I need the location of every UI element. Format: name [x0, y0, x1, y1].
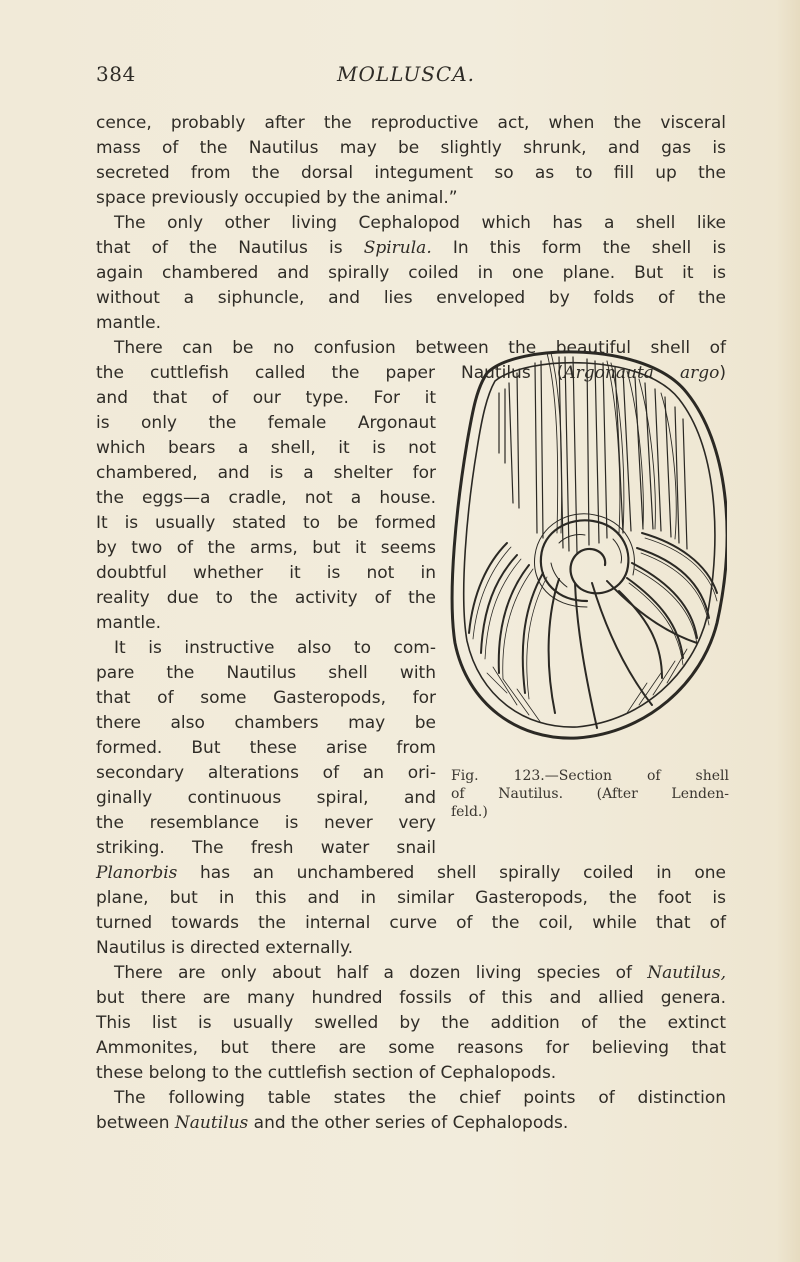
text-line: these belong to the cuttlefish section of Cephalopods.: [96, 1063, 557, 1083]
text-line: is only the female Argonaut: [96, 413, 436, 433]
text-line: doubtful whether it is not in: [96, 563, 436, 583]
text-line: Nautilus is directed externally.: [96, 938, 354, 958]
italic-term: Spirula.: [363, 238, 432, 258]
text-line: pare the Nautilus shell with: [96, 663, 436, 683]
text-line: cence, probably after the reproductive act, when the visceral: [96, 113, 726, 133]
text-line: chambered, and is a shelter for: [96, 463, 436, 483]
text-line: mantle.: [96, 613, 162, 633]
text-line: between Nautilus and the other series of Cephalopods.: [96, 1113, 569, 1133]
text-line: Planorbis has an unchambered shell spirally coiled in one: [96, 863, 726, 883]
running-head: MOLLUSCA.: [336, 62, 475, 86]
italic-term: Argonauta argo: [563, 363, 720, 383]
text-line: but there are many hundred fossils of this and allied genera.: [96, 988, 726, 1008]
text-line: It is instructive also to com-: [114, 638, 436, 658]
text-line: There can be no confusion between the beautiful shell of: [114, 338, 726, 358]
text-line: again chambered and spirally coiled in one plane. But it is: [96, 263, 726, 283]
text-line: space previously occupied by the animal.”: [96, 188, 458, 208]
italic-term: Nautilus,: [647, 963, 726, 983]
text-line: mass of the Nautilus may be slightly shrunk, and gas is: [96, 138, 726, 158]
text-line: The following table states the chief points of distinction: [114, 1088, 726, 1108]
text-line: that of some Gasteropods, for: [96, 688, 436, 708]
page-header: [96, 62, 716, 92]
text-line: turned towards the internal curve of the coil, while that of: [96, 913, 726, 933]
figure-caption-line: feld.): [451, 804, 488, 820]
text-line: secondary alterations of an ori-: [96, 763, 436, 783]
figure-caption-line: Fig. 123.—Section of shell: [451, 768, 729, 784]
text-line: secreted from the dorsal integument so as to fill up the: [96, 163, 726, 183]
text-line: This list is usually swelled by the addition of the extinct: [96, 1013, 726, 1033]
text-line: It is usually stated to be formed: [96, 513, 436, 533]
text-line: the eggs—a cradle, not a house.: [96, 488, 436, 508]
italic-term: Planorbis: [96, 863, 178, 883]
text-line: The only other living Cephalopod which has a shell like: [114, 213, 726, 233]
text-line: ginally continuous spiral, and: [96, 788, 436, 808]
text-line: the cuttlefish called the paper Nautilus (Argonauta argo): [96, 363, 726, 383]
italic-term: Nautilus: [174, 1113, 249, 1133]
text-line: without a siphuncle, and lies enveloped by folds of the: [96, 288, 726, 308]
text-line: and that of our type. For it: [96, 388, 436, 408]
page-number: 384: [96, 62, 136, 86]
text-line: formed. But these arise from: [96, 738, 436, 758]
text-line: that of the Nautilus is Spirula. In this form the shell is: [96, 238, 726, 258]
shell-section-engraving: [447, 333, 727, 753]
figure-caption-line: of Nautilus. (After Lenden-: [451, 786, 729, 802]
text-line: striking. The fresh water snail: [96, 838, 436, 858]
text-line: plane, but in this and in similar Gasteropods, the foot is: [96, 888, 726, 908]
text-line: mantle.: [96, 313, 162, 333]
text-line: There are only about half a dozen living species of Nautilus,: [114, 963, 726, 983]
text-line: there also chambers may be: [96, 713, 436, 733]
text-line: the resemblance is never very: [96, 813, 436, 833]
text-line: by two of the arms, but it seems: [96, 538, 436, 558]
text-line: which bears a shell, it is not: [96, 438, 436, 458]
text-line: Ammonites, but there are some reasons for believing that: [96, 1038, 726, 1058]
text-line: reality due to the activity of the: [96, 588, 436, 608]
nautilus-shell-illustration: [447, 333, 727, 753]
